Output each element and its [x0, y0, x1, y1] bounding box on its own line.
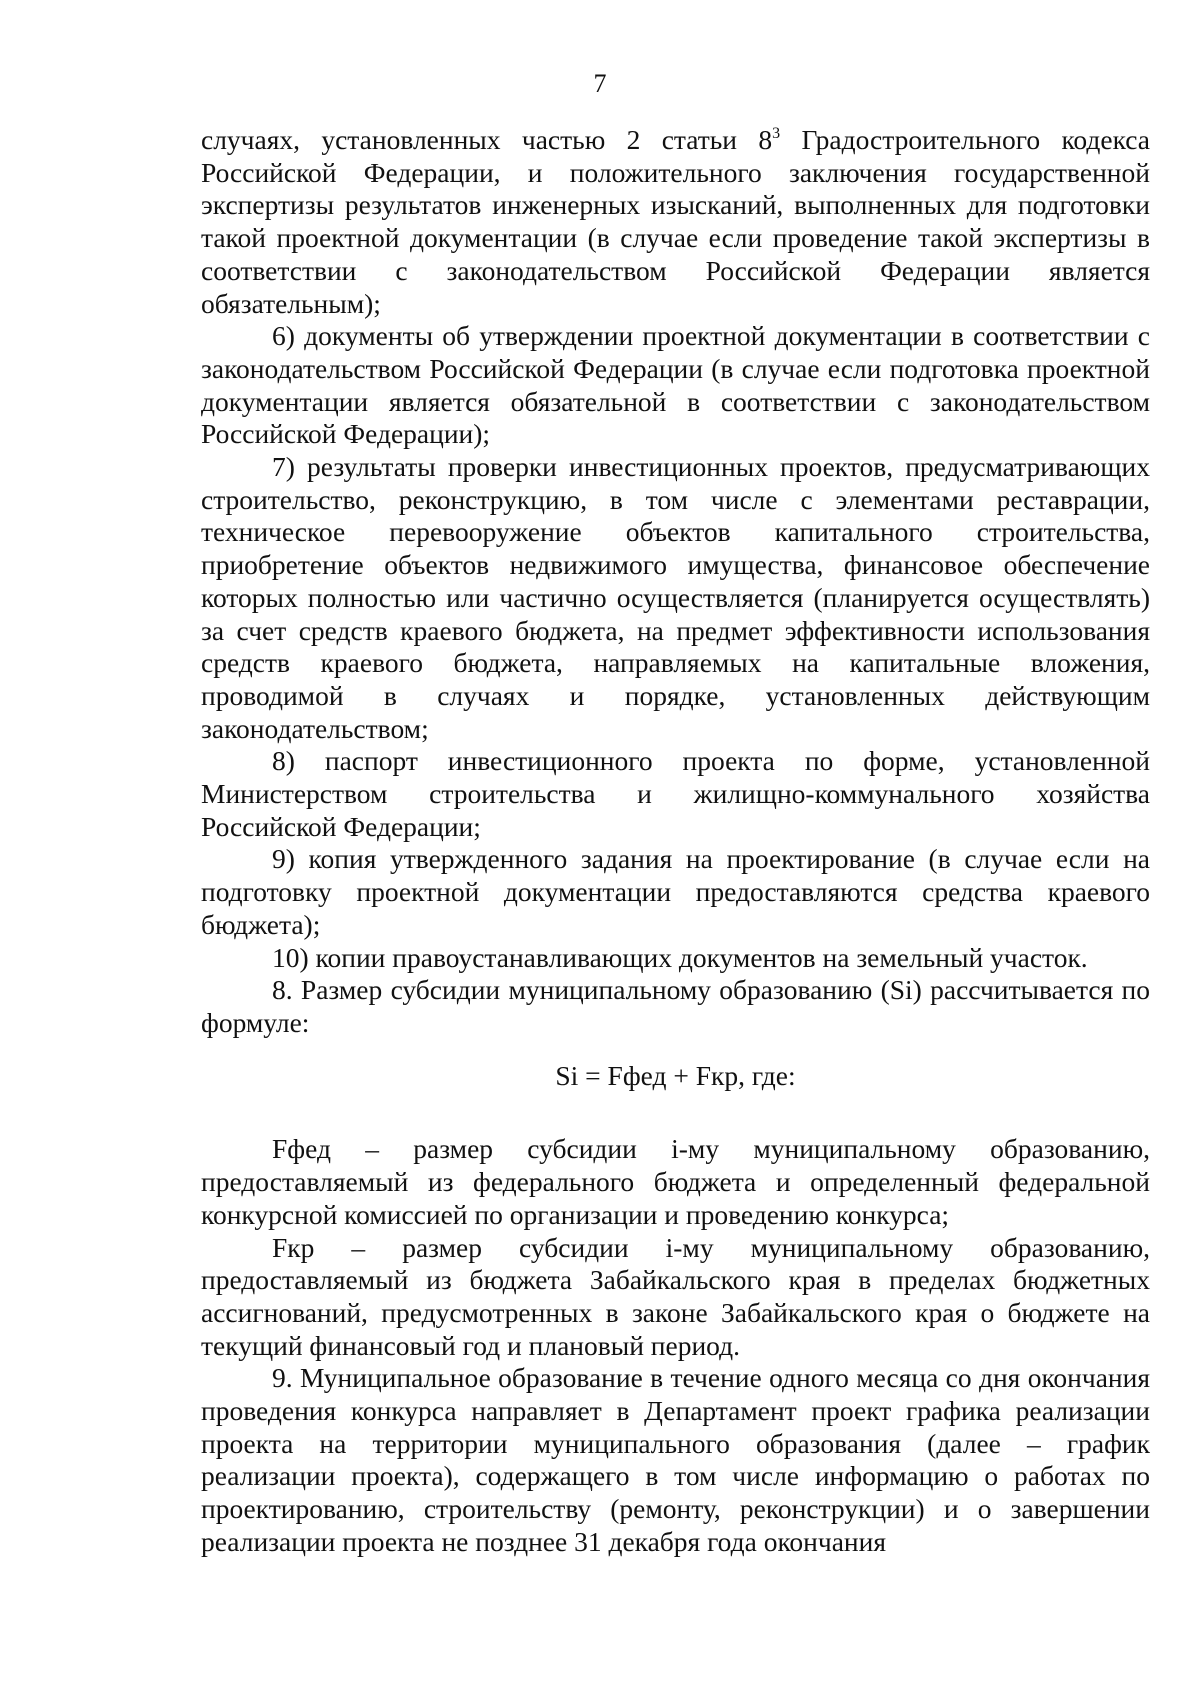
list-item-9: 9) копия утвержденного задания на проектирование (в случае если на подготовку проектной документации предоставляются средства краевого бюджета);: [201, 843, 1150, 940]
list-item-6: 6) документы об утверждении проектной документации в соответствии с законодательством Российской Федерации (в случае если подготовка проектной документации является обязательной в соответствии с законодательством Российской Федерации);: [201, 320, 1150, 450]
definition-ffed: Fфед – размер субсидии i-му муниципальному образованию, предоставляемый из федерального бюджета и определенный федеральной конкурсной комиссией по организации и проведению конкурса;: [201, 1133, 1150, 1230]
paragraph-text: Градостроительного кодекса Российской Федерации, и положительного заключения государственной экспертизы результатов инженерных изысканий, выполненных для подготовки такой проектной документации (в случае если проведение такой экспертизы в соответствии с законодательством Российской Федерации является обязательным);: [201, 124, 1150, 319]
list-item-7: 7) результаты проверки инвестиционных проектов, предусматривающих строительство, реконструкцию, в том числе с элементами реставрации, техническое перевооружение объектов капитального строительства, приобретение объектов недвижимого имущества, финансовое обеспечение которых полностью или частично осуществляется (планируется осуществлять) за счет средств краевого бюджета, на предмет эффективности использования средств краевого бюджета, направляемых на капитальные вложения, проводимой в случаях и порядке, установленных действующим законодательством;: [201, 451, 1150, 744]
section-9-paragraph: 9. Муниципальное образование в течение одного месяца со дня окончания проведения конкурса направляет в Департамент проект графика реализации проекта на территории муниципального образования (далее – график реализации проекта), содержащего в том числе информацию о работах по проектированию, строительству (ремонту, реконструкции) и о завершении реализации проекта не позднее 31 декабря года окончания: [201, 1362, 1150, 1557]
list-item-10: 10) копии правоустанавливающих документов на земельный участок.: [272, 941, 1088, 973]
list-item-8: 8) паспорт инвестиционного проекта по форме, установленной Министерством строительства и жилищно-коммунального хозяйства Российской Федерации;: [201, 745, 1150, 842]
section-8-paragraph: 8. Размер субсидии муниципальному образованию (Si) рассчитывается по формуле:: [201, 974, 1150, 1038]
page-number: 7: [593, 69, 607, 98]
paragraph-text: случаях, установленных частью 2 статьи 8: [201, 124, 773, 155]
document-body: [201, 124, 1150, 1559]
definition-fkr: Fкр – размер субсидии i-му муниципальному образованию, предоставляемый из бюджета Забайкальского края в пределах бюджетных ассигнований, предусмотренных в законе Забайкальского края о бюджете на текущий финансовый год и плановый период.: [201, 1231, 1150, 1361]
formula: Si = Fфед + Fкр, где:: [555, 1059, 796, 1091]
superscript: 3: [772, 125, 781, 142]
paragraph-continuation: [201, 124, 1150, 320]
